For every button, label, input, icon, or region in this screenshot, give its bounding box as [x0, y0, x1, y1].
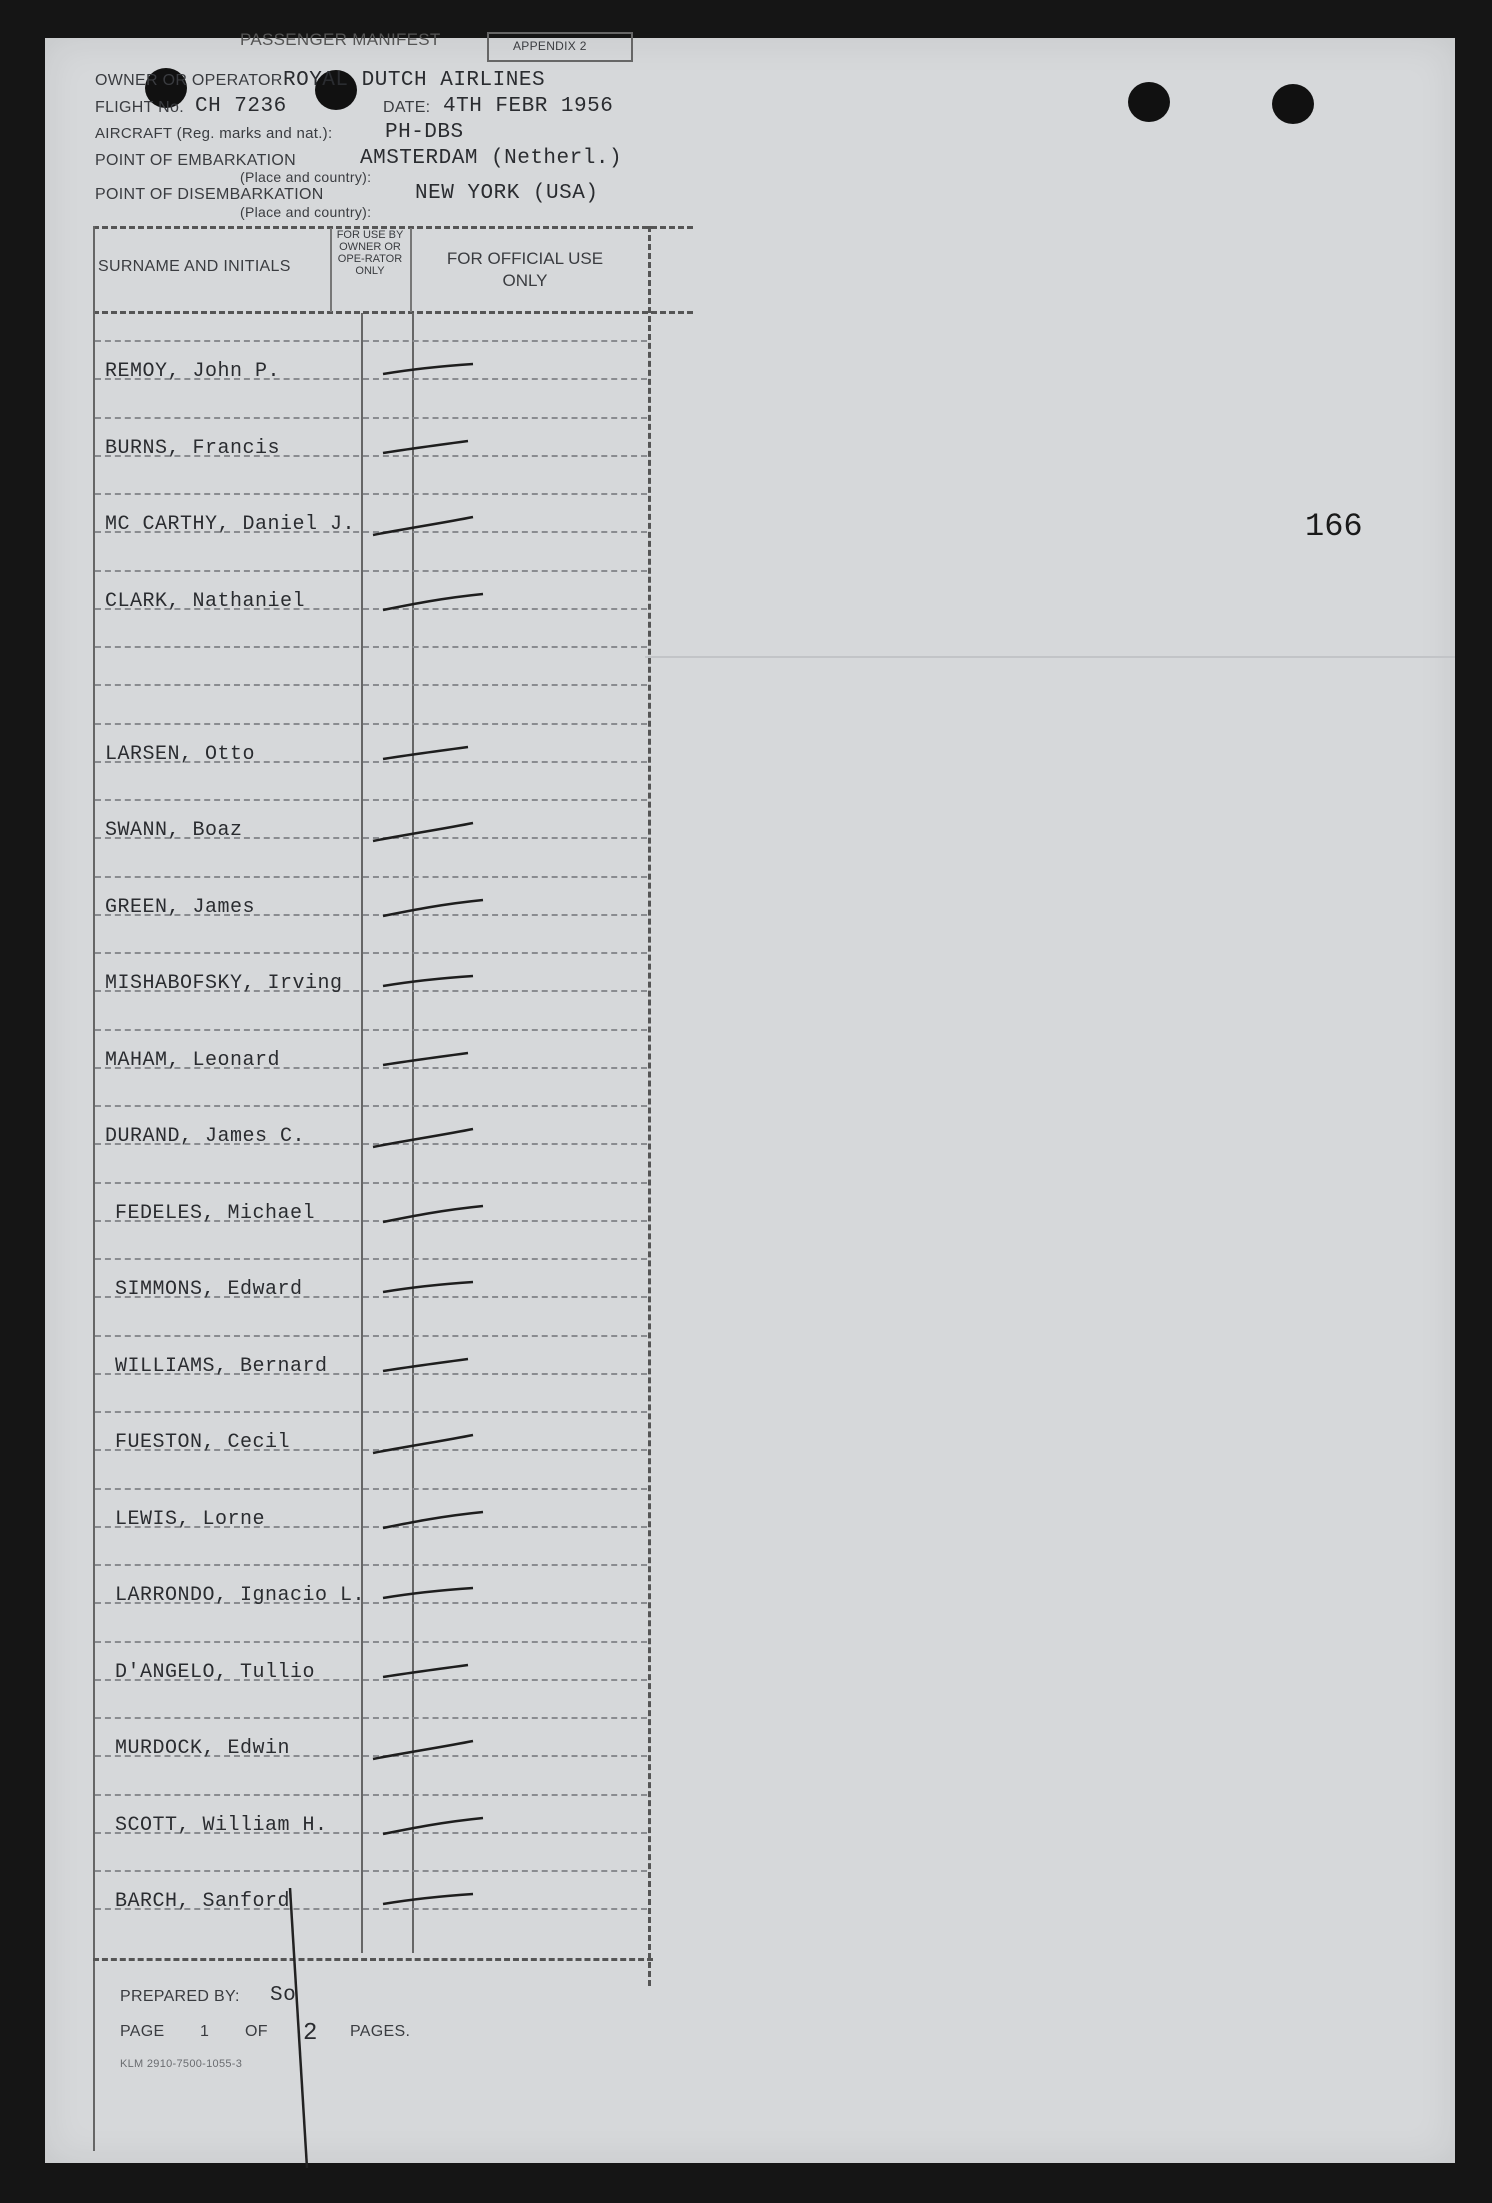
check-mark	[363, 709, 493, 769]
check-mark	[363, 479, 493, 539]
check-mark	[363, 1627, 493, 1687]
passenger-name: FUESTON, Cecil	[115, 1431, 291, 1454]
check-mark	[363, 1015, 493, 1075]
appendix-box	[487, 32, 633, 62]
header-col-divider-2	[410, 228, 412, 312]
embark-value: AMSTERDAM (Netherl.)	[360, 147, 623, 170]
check-mark	[363, 1856, 493, 1916]
col-surname-header: SURNAME AND INITIALS	[98, 258, 291, 275]
owner-label: OWNER OR OPERATOR	[95, 72, 283, 89]
left-border	[93, 226, 95, 2151]
right-border	[648, 226, 651, 1986]
signature-stroke	[275, 1888, 335, 2178]
punch-hole	[1128, 82, 1170, 122]
passenger-name: GREEN, James	[105, 895, 256, 919]
passenger-name: DURAND, James C.	[105, 1125, 306, 1148]
form-code: KLM 2910-7500-1055-3	[120, 2058, 243, 2070]
check-mark	[363, 326, 493, 386]
aircraft-label: AIRCRAFT (Reg. marks and nat.):	[95, 125, 333, 142]
check-mark	[363, 1091, 493, 1151]
date-label: DATE:	[383, 99, 431, 116]
owner-value: ROYAL DUTCH AIRLINES	[283, 69, 546, 92]
passenger-name: CLARK, Nathaniel	[105, 589, 306, 613]
passenger-name: REMOY, John P.	[105, 360, 281, 383]
passenger-name: BARCH, Sanford	[115, 1890, 291, 1913]
passenger-name: SIMMONS, Edward	[115, 1278, 303, 1301]
passenger-name: WILLIAMS, Bernard	[115, 1354, 328, 1378]
flight-label: FLIGHT No.	[95, 99, 184, 116]
passenger-name: LEWIS, Lorne	[115, 1507, 266, 1531]
check-mark	[363, 1474, 493, 1534]
row-rule	[95, 684, 647, 686]
row-rule	[95, 646, 647, 648]
disembark-label: POINT OF DISEMBARKATION	[95, 186, 324, 203]
table-bottom-border	[93, 1958, 653, 1961]
place-hint-2: (Place and country):	[240, 204, 372, 220]
check-mark	[363, 1168, 493, 1228]
passenger-name: LARSEN, Otto	[105, 742, 256, 766]
check-mark	[363, 1321, 493, 1381]
fold-crease	[645, 656, 1455, 658]
disembark-value: NEW YORK (USA)	[415, 182, 599, 205]
check-mark	[363, 1397, 493, 1457]
passenger-name: MAHAM, Leonard	[105, 1048, 281, 1072]
of-label: OF	[245, 2023, 268, 2040]
table-header-bottom-border	[93, 311, 693, 314]
of-value: 2	[303, 2020, 318, 2047]
passenger-name: FEDELES, Michael	[115, 1201, 316, 1225]
date-value: 4TH FEBR 1956	[443, 95, 614, 118]
col-owner-text: FOR USE BY OWNER OR OPE-RATOR ONLY	[336, 229, 404, 277]
page-value: 1	[200, 2023, 210, 2040]
col-owner-header	[330, 229, 410, 277]
header-col-divider-1	[330, 228, 332, 312]
manifest-page	[45, 30, 1455, 2163]
pages-label: PAGES.	[350, 2023, 411, 2040]
col-official-header	[425, 248, 625, 292]
passenger-name: SCOTT, William H.	[115, 1813, 328, 1837]
col-official-text: FOR OFFICIAL USE ONLY	[446, 249, 604, 290]
check-mark	[363, 862, 493, 922]
check-mark	[363, 556, 493, 616]
passenger-name: MC CARTHY, Daniel J.	[105, 513, 356, 536]
check-mark	[363, 785, 493, 845]
punch-hole	[1272, 84, 1314, 124]
flight-value: CH 7236	[195, 95, 287, 118]
check-mark	[363, 1780, 493, 1840]
page-number: 166	[1305, 508, 1363, 545]
embark-label: POINT OF EMBARKATION	[95, 152, 296, 169]
aircraft-value: PH-DBS	[385, 121, 464, 144]
check-mark	[363, 403, 493, 463]
prepared-by-value: So	[270, 1984, 297, 2007]
passenger-name: LARRONDO, Ignacio L.	[115, 1584, 366, 1607]
passenger-name: MISHABOFSKY, Irving	[105, 972, 343, 995]
passenger-name: BURNS, Francis	[105, 436, 281, 460]
page-label: PAGE	[120, 2023, 165, 2040]
appendix-label: APPENDIX 2	[513, 39, 587, 53]
place-hint-1: (Place and country):	[240, 169, 372, 185]
passenger-name: SWANN, Boaz	[105, 819, 243, 842]
check-mark	[363, 1244, 493, 1304]
check-mark	[363, 938, 493, 998]
check-mark	[363, 1703, 493, 1763]
header-stub: PASSENGER MANIFEST	[240, 30, 441, 49]
passenger-name: MURDOCK, Edwin	[115, 1737, 291, 1760]
passenger-name: D'ANGELO, Tullio	[115, 1660, 316, 1684]
prepared-by-label: PREPARED BY:	[120, 1988, 240, 2005]
check-mark	[363, 1550, 493, 1610]
